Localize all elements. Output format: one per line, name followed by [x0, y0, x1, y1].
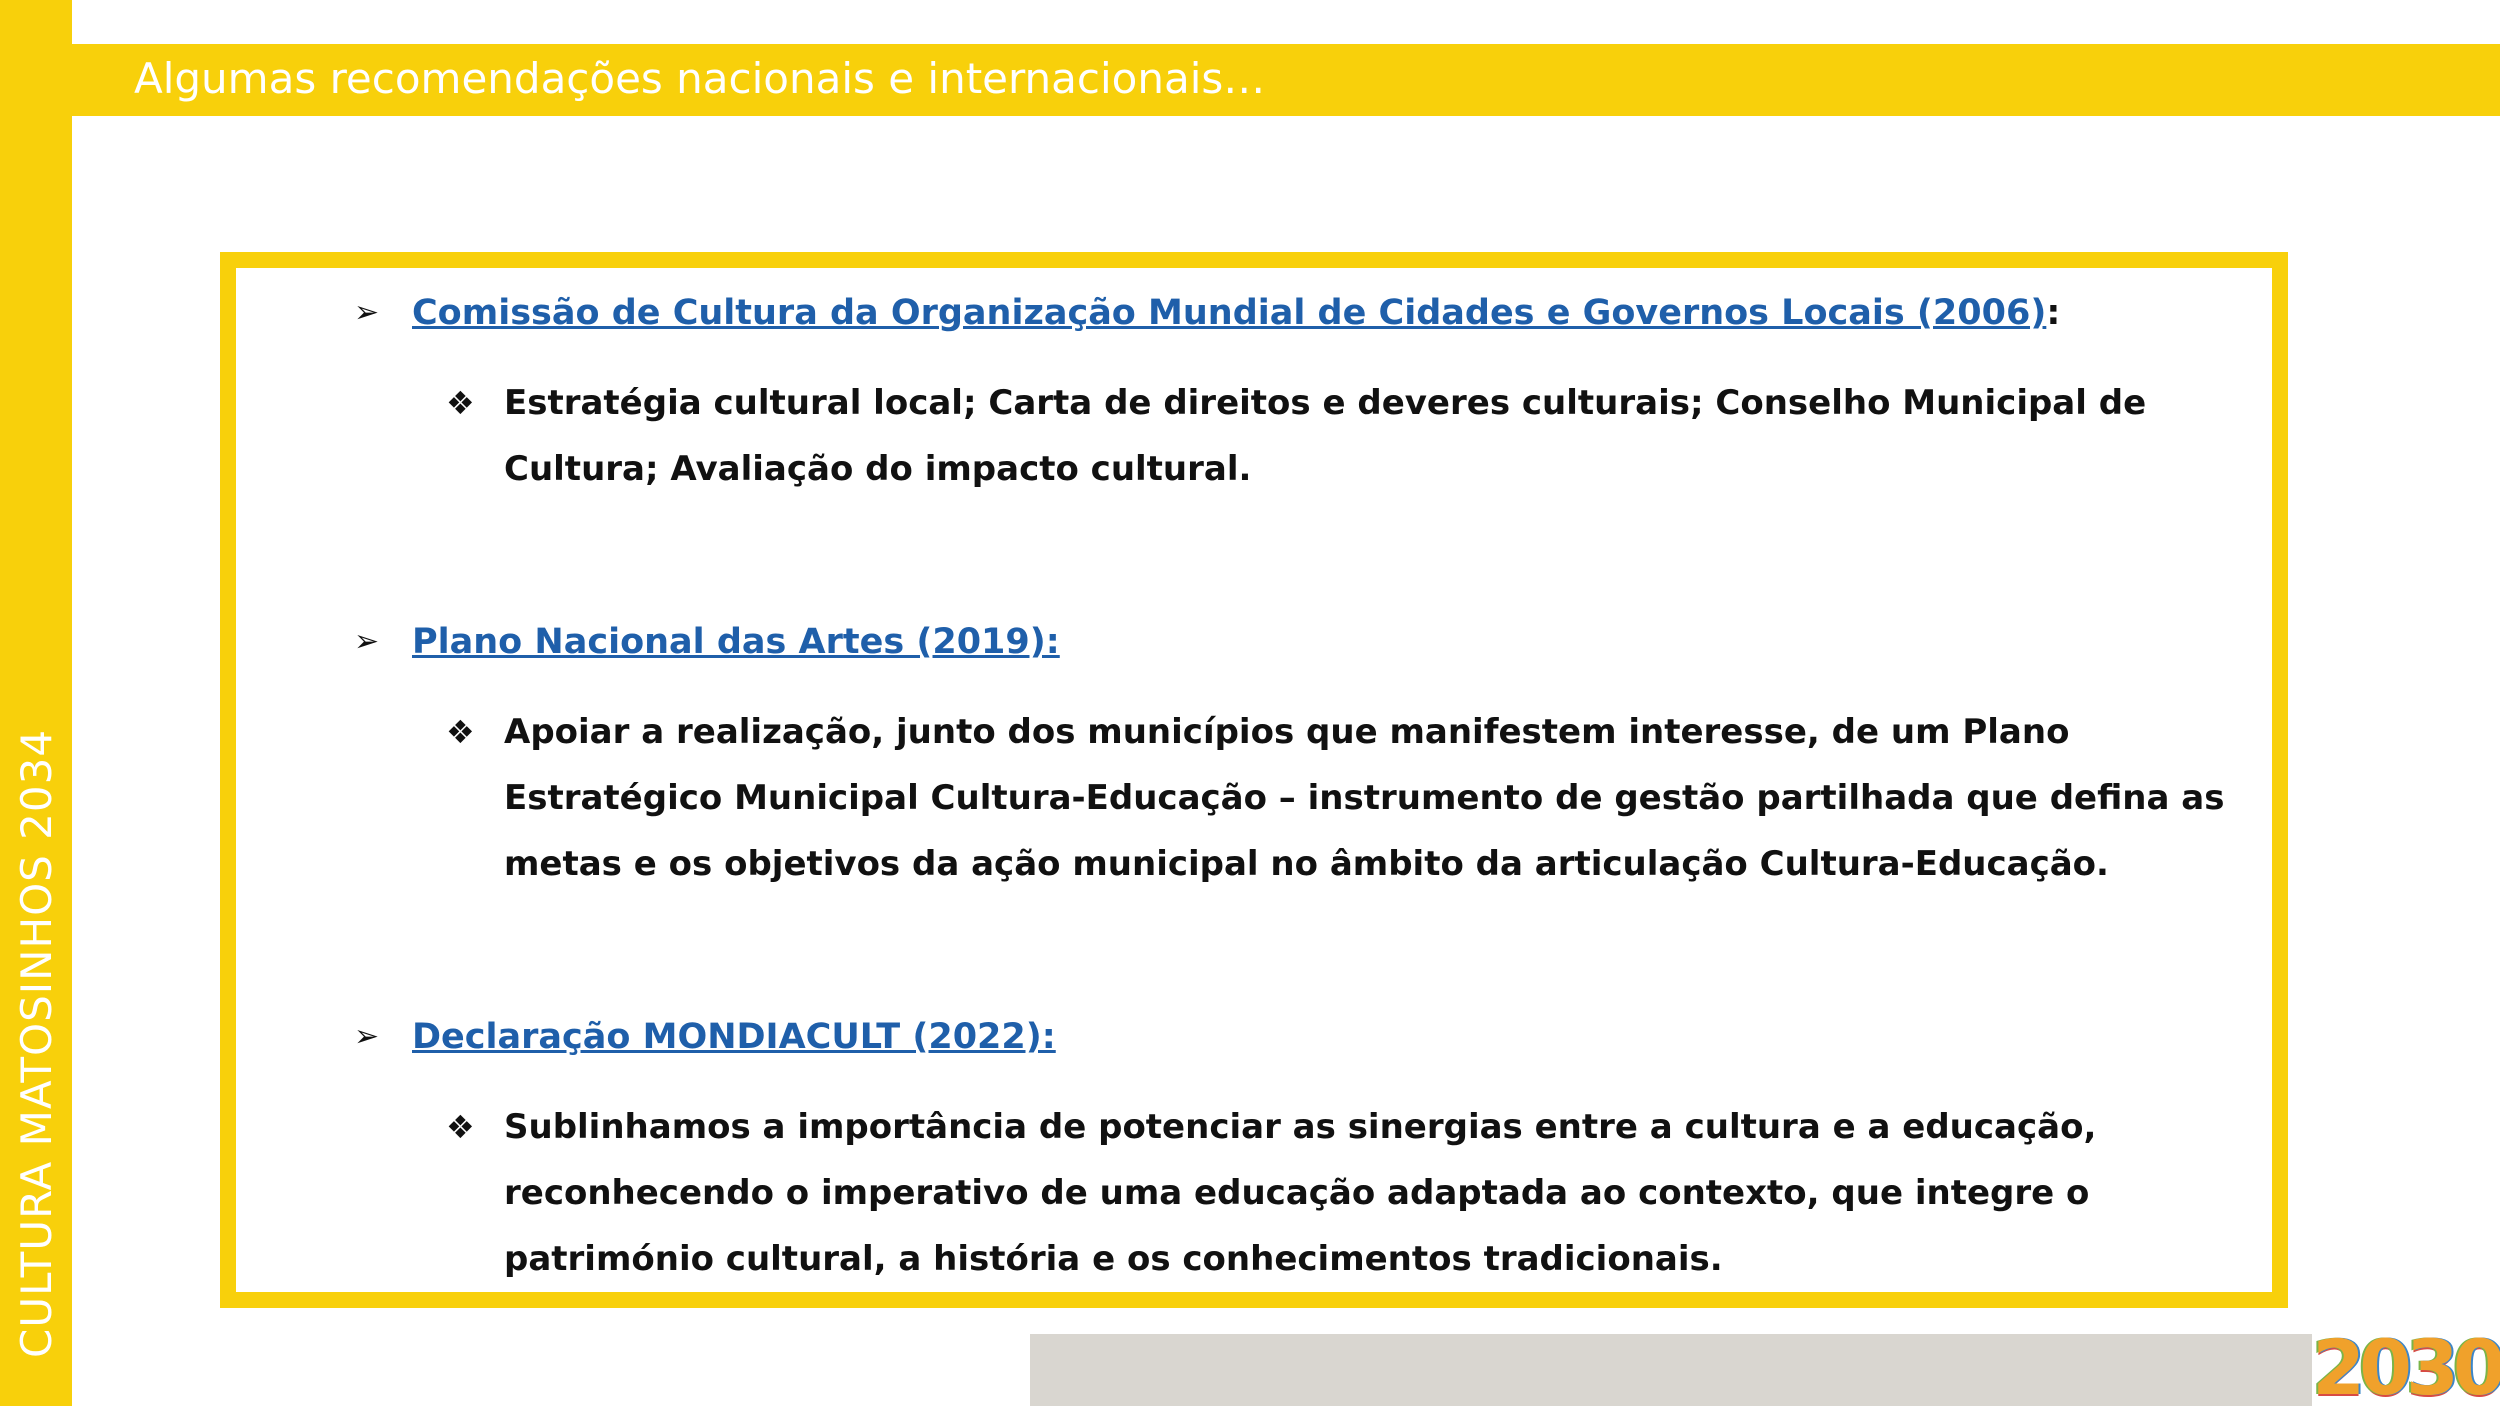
section-heading-link[interactable]: Comissão de Cultura da Organização Mundial de Cidades e Governos Locais (2006) — [412, 293, 2047, 333]
left-accent-bar — [0, 0, 72, 1406]
diamond-bullet-icon: ❖ — [446, 1108, 475, 1146]
section-heading — [354, 1016, 2254, 1058]
section-bullet — [446, 370, 2254, 502]
recommendations-panel — [220, 252, 2288, 1308]
section-heading-link[interactable]: Plano Nacional das Artes (2019): — [412, 622, 1060, 662]
diamond-bullet-icon: ❖ — [446, 384, 475, 422]
arrow-bullet-icon: ➢ — [354, 624, 380, 659]
arrow-bullet-icon: ➢ — [354, 295, 380, 330]
2030-logo — [2312, 1330, 2500, 1406]
section-bullet — [446, 699, 2254, 897]
arrow-bullet-icon: ➢ — [354, 1019, 380, 1054]
recommendation-section — [354, 1016, 2254, 1292]
footer-strip — [1030, 1334, 2312, 1406]
recommendation-section — [354, 621, 2254, 897]
heading-colon: : — [2046, 293, 2061, 333]
section-bullet — [446, 1094, 2254, 1292]
section-heading-link[interactable]: Declaração MONDIACULT (2022): — [412, 1017, 1056, 1057]
title-bar — [72, 44, 2500, 116]
page-title: Algumas recomendações nacionais e internacionais… — [134, 54, 1266, 103]
recommendation-section — [354, 292, 2254, 502]
bullet-text: Apoiar a realização, junto dos municípios que manifestem interesse, de um Plano Estratégico Municipal Cultura-Educação – instrumento de gestão partilhada que defina as metas e os objetivos da ação municipal no âmbito da articulação Cultura-Educação. — [504, 712, 2225, 884]
bullet-text: Estratégia cultural local; Carta de direitos e deveres culturais; Conselho Municipal de Cultura; Avaliação do impacto cultural. — [504, 383, 2147, 489]
section-heading — [354, 292, 2254, 334]
bullet-text: Sublinhamos a importância de potenciar as sinergias entre a cultura e a educação, reconhecendo o imperativo de uma educação adaptada ao contexto, que integre o património cultural, a história e os conhecimentos tradicionais. — [504, 1107, 2097, 1279]
section-heading — [354, 621, 2254, 663]
2030-logo-text: 2030 — [2312, 1330, 2500, 1406]
diamond-bullet-icon: ❖ — [446, 713, 475, 751]
vertical-sidebar-title: CULTURA MATOSINHOS 2034 — [12, 728, 61, 1358]
